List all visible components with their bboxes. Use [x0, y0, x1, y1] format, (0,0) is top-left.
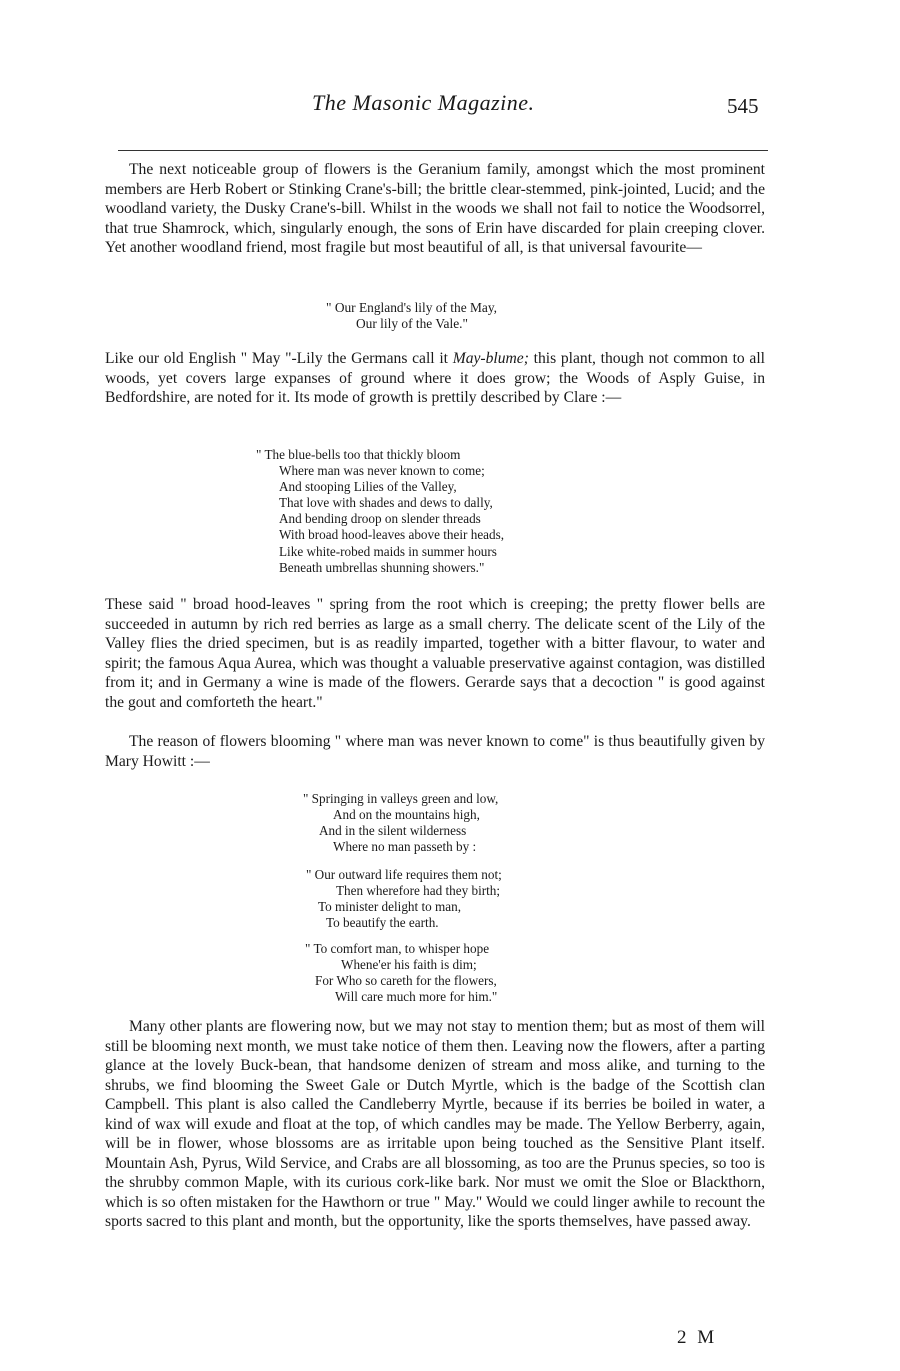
text-run: Like our old English " May "-Lily the Germans call it	[105, 350, 448, 367]
verse-line: Then wherefore had they birth;	[336, 883, 501, 899]
verse-line: With broad hood-leaves above their heads,	[279, 527, 505, 543]
verse-line: Where no man passeth by :	[333, 839, 477, 855]
verse-line: " Our England's lily of the May,	[326, 300, 498, 315]
verse-line: " The blue-bells too that thickly bloom	[256, 447, 461, 462]
paragraph-may-blume	[105, 349, 765, 408]
poem-howitt-stanza-3	[305, 941, 497, 1005]
verse-line: To minister delight to man,	[318, 899, 462, 915]
text-run: this plant, though not common to all woods, yet covers large expanses of ground where it does grow; the Woods of Asply Guise, in Bedfordshire, are noted for it. Its mode of growth is prettily described by Clare :—	[105, 350, 766, 406]
verse-line: Beneath umbrellas shunning showers."	[279, 559, 485, 575]
poem-clare	[256, 447, 504, 576]
verse-line: " Springing in valleys green and low,	[303, 791, 499, 806]
verse-line: " To comfort man, to whisper hope	[305, 941, 490, 956]
verse-line: Whene'er his faith is dim;	[341, 957, 477, 973]
verse-line: To beautify the earth.	[326, 915, 439, 931]
verse-line: Where man was never known to come;	[279, 463, 485, 479]
verse-line: And stooping Lilies of the Valley,	[279, 479, 457, 495]
signature-mark: 2 M	[677, 1327, 718, 1348]
paragraph-hood-leaves: These said " broad hood-leaves " spring from the root which is creeping; the pretty flower bells are succeeded in autumn by rich red berries as large as a small cherry. The delicate scent of the Lily of the Valley flies the dried specimen, but is as readily imparted, together with a bitter flavour, to water and spirit; the famous Aqua Aurea, which was thought a valuable preservative against contagion, was distilled from it; and in Germany a wine is made of the flowers. Gerarde says that a decoction " is good against the gout and comforteth the heart."	[105, 596, 765, 711]
paragraph-geranium: The next noticeable group of flowers is the Geranium family, amongst which the most prominent members are Herb Robert or Stinking Crane's-bill; the brittle clear-stemmed, pink-jointed, Lucid; and the woodland variety, the Dusky Crane's-bill. Whilst in the woods we shall not fail to notice the Woodsorrel, that true Shamrock, which, singularly enough, the sons of Erin have discarded for plain creeping clover. Yet another woodland friend, most fragile but most beautiful of all, is that universal favourite—	[105, 161, 765, 256]
poem-howitt-stanza-1	[303, 791, 498, 855]
header-rule	[118, 150, 768, 151]
running-title: The Masonic Magazine.	[312, 90, 535, 115]
verse-line: That love with shades and dews to dally,	[279, 495, 493, 511]
verse-line: Our lily of the Vale."	[356, 316, 468, 332]
verse-line: For Who so careth for the flowers,	[315, 973, 497, 989]
verse-line: Like white-robed maids in summer hours	[279, 543, 497, 559]
verse-line: And on the mountains high,	[333, 807, 480, 823]
paragraph-shrubs: Many other plants are flowering now, but we may not stay to mention them; but as most of them will still be blooming next month, we must take notice of them then. Leaving now the flowers, after a parting glance at the lovely Buck-bean, that handsome denizen of stream and moss alike, and turning to the shrubs, we find blooming the Sweet Gale or Dutch Myrtle, which is the badge of the Scottish clan Campbell. This plant is also called the Candleberry Myrtle, because if its berries be boiled in water, a kind of wax will exude and float at the top, of which candles may be made. The Yellow Berberry, again, will be in flower, whose blossoms are as irritable upon being touched as the Sensitive Plant itself. Mountain Ash, Pyrus, Wild Service, and Crabs are all blossoming, as too are the Prunus species, so too is the shrubby common Maple, with its curious cork-like bark. Nor must we omit the Sloe or Blackthorn, which is so often mistaken for the Hawthorn or true " May." Would we could linger awhile to recount the sports sacred to this plant and month, but the opportunity, like the sports themselves, have passed away.	[105, 1018, 765, 1230]
poem-howitt-stanza-2	[306, 867, 502, 931]
verse-line: And bending droop on slender threads	[279, 511, 481, 527]
italic-term: May-blume;	[452, 350, 529, 367]
paragraph-mary-howitt: The reason of flowers blooming " where man was never known to come" is thus beautifully given by Mary Howitt :—	[105, 733, 765, 770]
verse-line: Will care much more for him."	[335, 989, 498, 1005]
page-number: 545	[727, 94, 759, 118]
verse-line: And in the silent wilderness	[319, 823, 467, 839]
quote-lily-of-the-may	[326, 300, 497, 332]
verse-line: " Our outward life requires them not;	[306, 867, 502, 882]
